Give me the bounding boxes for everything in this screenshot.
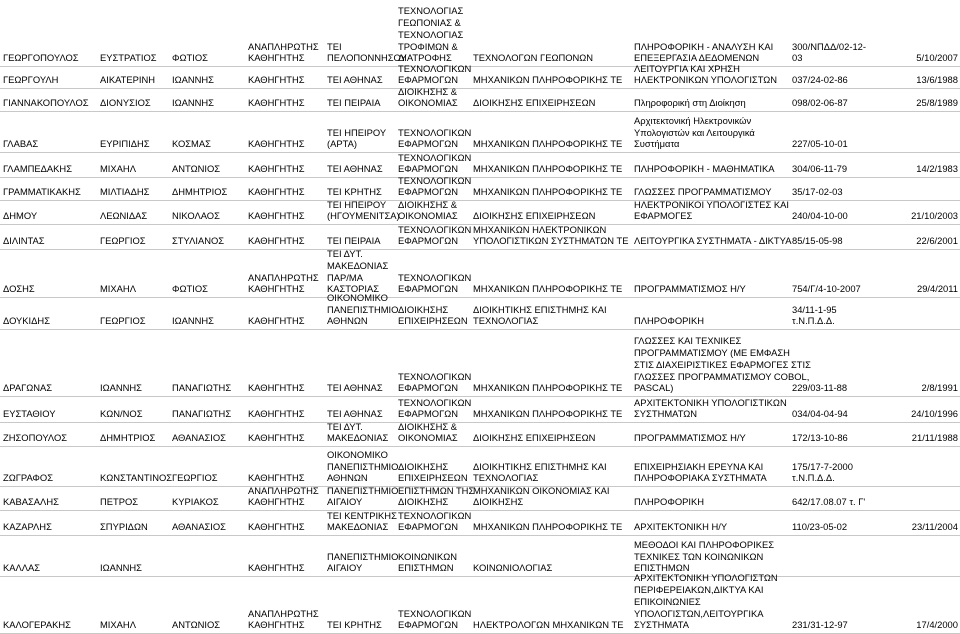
cell-institution: ΤΕΙ ΑΘΗΝΑΣ <box>327 408 383 420</box>
cell-surname: ΓΕΩΡΓΟΠΟΥΛΟΣ <box>3 52 79 64</box>
cell-subject: ΠΛΗΡΟΦΟΡΙΚΗ - ΑΝΑΛΥΣΗ ΚΑΙ ΕΠΕΞΕΡΓΑΣΙΑ ΔΕΔΟΜΕΝΩΝ <box>634 40 774 64</box>
cell-surname: ΓΙΑΝΝΑΚΟΠΟΥΛΟΣ <box>3 97 89 109</box>
cell-appointment-date: 2/8/1991 <box>921 382 958 394</box>
cell-father-name: ΝΙΚΟΛΑΟΣ <box>172 210 220 222</box>
cell-department: ΜΗΧΑΝΙΚΩΝ ΠΛΗΡΟΦΟΡΙΚΗΣ ΤΕ <box>473 408 623 420</box>
table-row <box>0 174 960 201</box>
table-row <box>0 291 960 330</box>
table-row <box>0 0 960 67</box>
cell-appointment-date: 21/11/1988 <box>911 432 958 444</box>
cell-rank: ΚΑΘΗΓΗΤΗΣ <box>248 74 305 86</box>
cell-surname: ΕΥΣΤΑΘΙΟΥ <box>3 408 56 420</box>
cell-faculty: ΤΕΧΝΟΛΟΓΙΚΩΝ ΕΦΑΡΜΟΓΩΝ <box>398 174 472 198</box>
cell-subject: ΠΛΗΡΟΦΟΡΙΚΗ - ΜΑΘΗΜΑΤΙΚΑ <box>634 163 775 175</box>
cell-father-name: ΙΩΑΝΝΗΣ <box>172 97 214 109</box>
cell-faculty: ΤΕΧΝΟΛΟΓΙΚΩΝ ΕΦΑΡΜΟΓΩΝ <box>398 396 472 420</box>
cell-institution: ΤΕΙ ΔΥΤ. ΜΑΚΕΔΟΝΙΑΣ <box>327 420 389 444</box>
cell-subject: ΕΠΙΧΕΙΡΗΣΙΑΚΗ ΕΡΕΥΝΑ ΚΑΙ ΠΛΗΡΟΦΟΡΙΑΚΑ ΣΥΣΤΗΜΑΤΑ <box>634 460 767 484</box>
cell-faculty: ΚΟΙΝΩΝΙΚΩΝ ΕΠΙΣΤΗΜΩΝ <box>398 550 458 574</box>
cell-rank: ΚΑΘΗΓΗΤΗΣ <box>248 562 305 574</box>
cell-father-name: ΑΘΑΝΑΣΙΟΣ <box>172 521 226 533</box>
cell-rank: ΑΝΑΠΛΗΡΩΤΗΣ ΚΑΘΗΓΗΤΗΣ <box>248 607 319 631</box>
cell-department: ΚΟΙΝΩΝΙΟΛΟΓΙΑΣ <box>473 562 553 574</box>
cell-appointment-date: 22/6/2001 <box>916 235 958 247</box>
cell-institution: ΤΕΙ ΠΕΛΟΠΟΝΝΗΣΟΥ <box>327 40 407 64</box>
cell-department: ΔΙΟΙΚΗΤΙΚΗΣ ΕΠΙΣΤΗΜΗΣ ΚΑΙ ΤΕΧΝΟΛΟΓΙΑΣ <box>473 303 607 327</box>
cell-institution: ΤΕΙ ΚΡΗΤΗΣ <box>327 619 382 631</box>
cell-gazette: 172/13-10-86 <box>792 432 848 444</box>
cell-surname: ΔΟΣΗΣ <box>3 283 35 295</box>
cell-rank: ΑΝΑΠΛΗΡΩΤΗΣ ΚΑΘΗΓΗΤΗΣ <box>248 40 319 64</box>
cell-department: ΜΗΧΑΝΙΚΩΝ ΠΛΗΡΟΦΟΡΙΚΗΣ ΤΕ <box>473 283 623 295</box>
cell-institution: ΠΑΝΕΠΙΣΤΗΜΙΟ ΑΙΓΑΙΟΥ <box>327 484 399 508</box>
cell-first-name: ΓΕΩΡΓΙΟΣ <box>100 235 146 247</box>
cell-subject: ΠΡΟΓΡΑΜΜΑΤΙΣΜΟΣ Η/Υ <box>634 432 746 444</box>
cell-department: ΗΛΕΚΤΡΟΛΟΓΩΝ ΜΗΧΑΝΙΚΩΝ ΤΕ <box>473 619 624 631</box>
cell-surname: ΔΗΜΟΥ <box>3 210 38 222</box>
cell-gazette: 231/31-12-97 <box>792 619 848 631</box>
cell-first-name: ΕΥΣΤΡΑΤΙΟΣ <box>100 52 157 64</box>
cell-institution: ΤΕΙ ΚΕΝΤΡΙΚΗΣ ΜΑΚΕΔΟΝΙΑΣ <box>327 509 397 533</box>
cell-subject: ΑΡΧΙΤΕΚΤΟΝΙΚΗ Η/Υ <box>634 521 728 533</box>
cell-father-name: ΙΩΑΝΝΗΣ <box>172 315 214 327</box>
cell-surname: ΔΟΥΚΙΔΗΣ <box>3 315 50 327</box>
cell-gazette: 34/11-1-95 τ.Ν.Π.Δ.Δ. <box>792 303 837 327</box>
cell-institution: ΤΕΙ ΗΠΕΙΡΟΥ (ΗΓΟΥΜΕΝΙΤΣΑ) <box>327 198 400 222</box>
cell-subject: ΠΛΗΡΟΦΟΡΙΚΗ <box>634 496 705 508</box>
cell-father-name: ΑΝΤΩΝΙΟΣ <box>172 619 221 631</box>
cell-father-name: ΣΤΥΛΙΑΝΟΣ <box>172 235 225 247</box>
cell-surname: ΓΡΑΜΜΑΤΙΚΑΚΗΣ <box>3 186 81 198</box>
cell-faculty: ΔΙΟΙΚΗΣΗΣ ΕΠΙΧΕΙΡΗΣΕΩΝ <box>398 303 468 327</box>
cell-appointment-date: 14/2/1983 <box>916 163 958 175</box>
cell-gazette: 229/03-11-88 <box>792 382 848 394</box>
table-row <box>0 511 960 536</box>
cell-surname: ΔΡΑΓΩΝΑΣ <box>3 382 53 394</box>
cell-department: ΔΙΟΙΚΗΣΗΣ ΕΠΙΧΕΙΡΗΣΕΩΝ <box>473 97 596 109</box>
cell-institution: ΤΕΙ ΠΕΙΡΑΙΑ <box>327 235 381 247</box>
cell-father-name: ΠΑΝΑΓΙΩΤΗΣ <box>172 382 232 394</box>
cell-rank: ΚΑΘΗΓΗΤΗΣ <box>248 472 305 484</box>
cell-father-name: ΔΗΜΗΤΡΙΟΣ <box>172 186 228 198</box>
cell-rank: ΚΑΘΗΓΗΤΗΣ <box>248 521 305 533</box>
cell-subject: ΑΡΧΙΤΕΚΤΟΝΙΚΗ ΥΠΟΛΟΓΙΣΤΙΚΩΝ ΣΥΣΤΗΜΑΤΩΝ <box>634 396 787 420</box>
cell-gazette: 037/24-02-86 <box>792 74 848 86</box>
cell-father-name: ΓΕΩΡΓΙΟΣ <box>172 472 218 484</box>
cell-appointment-date: 24/10/1996 <box>911 408 958 420</box>
cell-subject: ΑΡΧΙΤΕΚΤΟΝΙΚΗ ΥΠΟΛΟΓΙΣΤΩΝ ΠΕΡΙΦΕΡΕΙΑΚΩΝ,ΔΙΚΤΥΑ ΚΑΙ ΕΠΙΚΟΙΝΩΝΙΕΣ ΥΠΟΛΟΓΙΣΤΩΝ,ΛΕΙΤΟΥΡΓΙΚΑ ΣΥΣΤΗΜΑΤΑ <box>634 572 778 631</box>
cell-first-name: ΚΩΝ/ΝΟΣ <box>100 408 143 420</box>
cell-institution: ΤΕΙ ΑΘΗΝΑΣ <box>327 74 383 86</box>
cell-father-name: ΚΟΣΜΑΣ <box>172 138 211 150</box>
table-row <box>0 112 960 153</box>
cell-appointment-date: 25/8/1989 <box>916 97 958 109</box>
cell-surname: ΓΛΑΜΠΕΔΑΚΗΣ <box>3 163 72 175</box>
cell-faculty: ΔΙΟΙΚΗΣΗΣ ΕΠΙΧΕΙΡΗΣΕΩΝ <box>398 460 468 484</box>
cell-institution: ΟΙΚΟΝΟΜΙΚΟ ΠΑΝΕΠΙΣΤΗΜΙΟ ΑΘΗΝΩΝ <box>327 448 399 484</box>
cell-faculty: ΤΕΧΝΟΛΟΓΙΚΩΝ ΕΦΑΡΜΟΓΩΝ <box>398 223 472 247</box>
cell-gazette: 35/17-02-03 <box>792 186 843 198</box>
cell-first-name: ΔΗΜΗΤΡΙΟΣ <box>100 432 156 444</box>
cell-appointment-date: 29/4/2011 <box>916 283 958 295</box>
cell-institution: ΤΕΙ ΠΕΙΡΑΙΑ <box>327 97 381 109</box>
cell-surname: ΚΑΖΑΡΛΗΣ <box>3 521 52 533</box>
cell-gazette: 642/17.08.07 τ. Γ' <box>792 496 866 508</box>
cell-father-name: ΚΥΡΙΑΚΟΣ <box>172 496 219 508</box>
table-row <box>0 572 960 634</box>
cell-first-name: ΕΥΡΙΠΙΔΗΣ <box>100 138 150 150</box>
cell-gazette: 098/02-06-87 <box>792 97 848 109</box>
cell-institution: ΠΑΝΕΠΙΣΤΗΜΙΟ ΑΙΓΑΙΟΥ <box>327 550 399 574</box>
table-row <box>0 447 960 487</box>
cell-rank: ΚΑΘΗΓΗΤΗΣ <box>248 138 305 150</box>
cell-department: ΜΗΧΑΝΙΚΩΝ ΠΛΗΡΟΦΟΡΙΚΗΣ ΤΕ <box>473 74 623 86</box>
table-row <box>0 397 960 423</box>
cell-gazette: 300/ΝΠΔΔ/02-12- 03 <box>792 40 867 64</box>
cell-faculty: ΤΕΧΝΟΛΟΓΙΑΣ ΓΕΩΠΟΝΙΑΣ & ΤΕΧΝΟΛΟΓΙΑΣ ΤΡΟΦΙΜΩΝ & ΔΙΑΤΡΟΦΗΣ <box>398 5 464 64</box>
cell-first-name: ΜΙΛΤΙΑΔΗΣ <box>100 186 150 198</box>
cell-surname: ΚΑΛΛΑΣ <box>3 562 41 574</box>
cell-first-name: ΠΕΤΡΟΣ <box>100 496 139 508</box>
cell-subject: ΛΕΙΤΟΥΡΓΙΚΑ ΣΥΣΤΗΜΑΤΑ - ΔΙΚΤΥΑ <box>634 235 792 247</box>
cell-faculty: ΕΠΙΣΤΗΜΩΝ ΤΗΣ ΔΙΟΙΚΗΣΗΣ <box>398 484 475 508</box>
cell-faculty: ΤΕΧΝΟΛΟΓΙΚΩΝ ΕΦΑΡΜΟΓΩΝ <box>398 126 472 150</box>
cell-appointment-date: 21/10/2003 <box>911 210 958 222</box>
cell-surname: ΚΑΒΑΣΑΛΗΣ <box>3 496 59 508</box>
cell-subject: ΓΛΩΣΣΕΣ ΠΡΟΓΡΑΜΜΑΤΙΣΜΟΥ <box>634 186 772 198</box>
cell-subject: ΠΡΟΓΡΑΜΜΑΤΙΣΜΟΣ Η/Υ <box>634 283 746 295</box>
cell-first-name: ΑΙΚΑΤΕΡΙΝΗ <box>100 74 156 86</box>
cell-father-name: ΑΘΑΝΑΣΙΟΣ <box>172 432 226 444</box>
cell-faculty: ΤΕΧΝΟΛΟΓΙΚΩΝ ΕΦΑΡΜΟΓΩΝ <box>398 151 472 175</box>
cell-gazette: 240/04-10-00 <box>792 210 848 222</box>
cell-first-name: ΜΙΧΑΗΛ <box>100 283 136 295</box>
cell-faculty: ΔΙΟΙΚΗΣΗΣ & ΟΙΚΟΝΟΜΙΑΣ <box>398 198 458 222</box>
cell-subject: Αρχιτεκτονική Ηλεκτρονικών Υπολογιστών και Λειτουργικά Συστήματα <box>634 114 755 150</box>
cell-appointment-date: 23/11/2004 <box>911 521 958 533</box>
cell-appointment-date: 17/4/2000 <box>916 619 958 631</box>
cell-subject: ΠΛΗΡΟΦΟΡΙΚΗ <box>634 315 705 327</box>
table-row <box>0 330 960 397</box>
cell-rank: ΚΑΘΗΓΗΤΗΣ <box>248 186 305 198</box>
cell-subject: ΜΕΘΟΔΟΙ ΚΑΙ ΠΛΗΡΟΦΟΡΙΚΕΣ ΤΕΧΝΙΚΕΣ ΤΩΝ ΚΟΙΝΩΝΙΚΩΝ ΕΠΙΣΤΗΜΩΝ <box>634 538 775 574</box>
cell-subject: ΓΛΩΣΣΕΣ ΚΑΙ ΤΕΧΝΙΚΕΣ ΠΡΟΓΡΑΜΜΑΤΙΣΜΟΥ (ΜΕ ΕΜΦΑΣΗ ΣΤΙΣ ΔΙΑΧΕΙΡΙΣΤΙΚΕΣ ΕΦΑΡΜΟΓΕΣ ΣΤΙΣ ΓΛΩΣΣΕΣ ΠΡΟΓΡΑΜΜΑΤΙΣΜΟΥ COBOL, PASCAL) <box>634 335 811 394</box>
cell-rank: ΚΑΘΗΓΗΤΗΣ <box>248 235 305 247</box>
cell-father-name: ΙΩΑΝΝΗΣ <box>172 74 214 86</box>
cell-rank: ΚΑΘΗΓΗΤΗΣ <box>248 382 305 394</box>
cell-first-name: ΛΕΩΝΙΔΑΣ <box>100 210 148 222</box>
cell-department: ΜΗΧΑΝΙΚΩΝ ΠΛΗΡΟΦΟΡΙΚΗΣ ΤΕ <box>473 138 623 150</box>
cell-rank: ΚΑΘΗΓΗΤΗΣ <box>248 97 305 109</box>
table-row <box>0 62 960 89</box>
cell-first-name: ΜΙΧΑΗΛ <box>100 619 136 631</box>
table-row <box>0 225 960 250</box>
cell-department: ΜΗΧΑΝΙΚΩΝ ΠΛΗΡΟΦΟΡΙΚΗΣ ΤΕ <box>473 186 623 198</box>
cell-first-name: ΜΙΧΑΗΛ <box>100 163 136 175</box>
cell-surname: ΔΙΛΙΝΤΑΣ <box>3 235 45 247</box>
table-row <box>0 85 960 112</box>
cell-department: ΔΙΟΙΚΗΣΗΣ ΕΠΙΧΕΙΡΗΣΕΩΝ <box>473 432 596 444</box>
cell-appointment-date: 13/6/1988 <box>916 74 958 86</box>
cell-father-name: ΑΝΤΩΝΙΟΣ <box>172 163 221 175</box>
cell-department: ΔΙΟΙΚΗΣΗΣ ΕΠΙΧΕΙΡΗΣΕΩΝ <box>473 210 596 222</box>
table-row <box>0 420 960 447</box>
cell-rank: ΑΝΑΠΛΗΡΩΤΗΣ ΚΑΘΗΓΗΤΗΣ <box>248 484 319 508</box>
cell-department: ΜΗΧΑΝΙΚΩΝ ΠΛΗΡΟΦΟΡΙΚΗΣ ΤΕ <box>473 163 623 175</box>
cell-gazette: 227/05-10-01 <box>792 138 848 150</box>
cell-surname: ΖΩΓΡΑΦΟΣ <box>3 472 54 484</box>
cell-father-name: ΦΩΤΙΟΣ <box>172 283 208 295</box>
cell-gazette: 110/23-05-02 <box>792 521 848 533</box>
cell-institution: ΟΙΚΟΝΟΜΙΚΟ ΠΑΝΕΠΙΣΤΗΜΙΟ ΑΘΗΝΩΝ <box>327 291 399 327</box>
table-row <box>0 250 960 298</box>
table-row <box>0 153 960 178</box>
cell-gazette: 85/15-05-98 <box>792 235 843 247</box>
cell-faculty: ΤΕΧΝΟΛΟΓΙΚΩΝ ΕΦΑΡΜΟΓΩΝ <box>398 509 472 533</box>
cell-department: ΔΙΟΙΚΗΤΙΚΗΣ ΕΠΙΣΤΗΜΗΣ ΚΑΙ ΤΕΧΝΟΛΟΓΙΑΣ <box>473 460 607 484</box>
cell-rank: ΚΑΘΗΓΗΤΗΣ <box>248 210 305 222</box>
cell-first-name: ΙΩΑΝΝΗΣ <box>100 382 142 394</box>
cell-gazette: 754/Γ/4-10-2007 <box>792 283 861 295</box>
cell-department: ΜΗΧΑΝΙΚΩΝ ΠΛΗΡΟΦΟΡΙΚΗΣ ΤΕ <box>473 382 623 394</box>
cell-institution: ΤΕΙ ΚΡΗΤΗΣ <box>327 186 382 198</box>
cell-faculty: ΤΕΧΝΟΛΟΓΙΚΩΝ ΕΦΑΡΜΟΓΩΝ <box>398 607 472 631</box>
cell-subject: ΗΛΕΚΤΡΟΝΙΚΟΙ ΥΠΟΛΟΓΙΣΤΕΣ ΚΑΙ ΕΦΑΡΜΟΓΕΣ <box>634 198 790 222</box>
cell-rank: ΚΑΘΗΓΗΤΗΣ <box>248 432 305 444</box>
cell-institution: ΤΕΙ ΑΘΗΝΑΣ <box>327 382 383 394</box>
table-row <box>0 536 960 577</box>
cell-subject: Πληροφορική στη Διοίκηση <box>634 97 746 109</box>
cell-faculty: ΔΙΟΙΚΗΣΗΣ & ΟΙΚΟΝΟΜΙΑΣ <box>398 420 458 444</box>
cell-department: ΜΗΧΑΝΙΚΩΝ ΟΙΚΟΝΟΜΙΑΣ ΚΑΙ ΔΙΟΙΚΗΣΗΣ <box>473 484 610 508</box>
cell-faculty: ΤΕΧΝΟΛΟΓΙΚΩΝ ΕΦΑΡΜΟΓΩΝ <box>398 271 472 295</box>
cell-department: ΜΗΧΑΝΙΚΩΝ ΠΛΗΡΟΦΟΡΙΚΗΣ ΤΕ <box>473 521 623 533</box>
table-row <box>0 484 960 511</box>
cell-faculty: ΔΙΟΙΚΗΣΗΣ & ΟΙΚΟΝΟΜΙΑΣ <box>398 85 458 109</box>
table-row <box>0 198 960 225</box>
cell-first-name: ΣΠΥΡΙΔΩΝ <box>100 521 148 533</box>
cell-gazette: 304/06-11-79 <box>792 163 848 175</box>
cell-first-name: ΚΩΝΣΤΑΝΤΙΝΟΣ <box>100 472 173 484</box>
cell-father-name: ΦΩΤΙΟΣ <box>172 52 208 64</box>
cell-father-name: ΠΑΝΑΓΙΩΤΗΣ <box>172 408 232 420</box>
cell-gazette: 175/17-7-2000 τ.Ν.Π.Δ.Δ. <box>792 460 853 484</box>
cell-rank: ΑΝΑΠΛΗΡΩΤΗΣ ΚΑΘΗΓΗΤΗΣ <box>248 271 319 295</box>
cell-surname: ΓΛΑΒΑΣ <box>3 138 39 150</box>
cell-subject: ΛΕΙΤΟΥΡΓΙΑ ΚΑΙ ΧΡΗΣΗ ΗΛΕΚΤΡΟΝΙΚΩΝ ΥΠΟΛΟΓΙΣΤΩΝ <box>634 62 778 86</box>
cell-department: ΤΕΧΝΟΛΟΓΩΝ ΓΕΩΠΟΝΩΝ <box>473 52 594 64</box>
cell-department: ΜΗΧΑΝΙΚΩΝ ΗΛΕΚΤΡΟΝΙΚΩΝ ΥΠΟΛΟΓΙΣΤΙΚΩΝ ΣΥΣΤΗΜΑΤΩΝ ΤΕ <box>473 223 629 247</box>
cell-surname: ΚΑΛΟΓΕΡΑΚΗΣ <box>3 619 71 631</box>
cell-surname: ΓΕΩΡΓΟΥΛΗ <box>3 74 59 86</box>
cell-surname: ΖΗΣΟΠΟΥΛΟΣ <box>3 432 68 444</box>
cell-faculty: ΤΕΧΝΟΛΟΓΙΚΩΝ ΕΦΑΡΜΟΓΩΝ <box>398 370 472 394</box>
cell-appointment-date: 5/10/2007 <box>916 52 958 64</box>
cell-rank: ΚΑΘΗΓΗΤΗΣ <box>248 163 305 175</box>
cell-rank: ΚΑΘΗΓΗΤΗΣ <box>248 408 305 420</box>
cell-institution: ΤΕΙ ΑΘΗΝΑΣ <box>327 163 383 175</box>
cell-first-name: ΓΕΩΡΓΙΟΣ <box>100 315 146 327</box>
cell-faculty: ΤΕΧΝΟΛΟΓΙΚΩΝ ΕΦΑΡΜΟΓΩΝ <box>398 62 472 86</box>
cell-first-name: ΔΙΟΝΥΣΙΟΣ <box>100 97 151 109</box>
cell-rank: ΚΑΘΗΓΗΤΗΣ <box>248 315 305 327</box>
cell-gazette: 034/04-04-94 <box>792 408 848 420</box>
cell-first-name: ΙΩΑΝΝΗΣ <box>100 562 142 574</box>
cell-institution: ΤΕΙ ΔΥΤ. ΜΑΚΕΔΟΝΙΑΣ ΠΑΡ/ΜΑ ΚΑΣΤΟΡΙΑΣ <box>327 248 389 295</box>
cell-institution: ΤΕΙ ΗΠΕΙΡΟΥ (ΑΡΤΑ) <box>327 126 387 150</box>
